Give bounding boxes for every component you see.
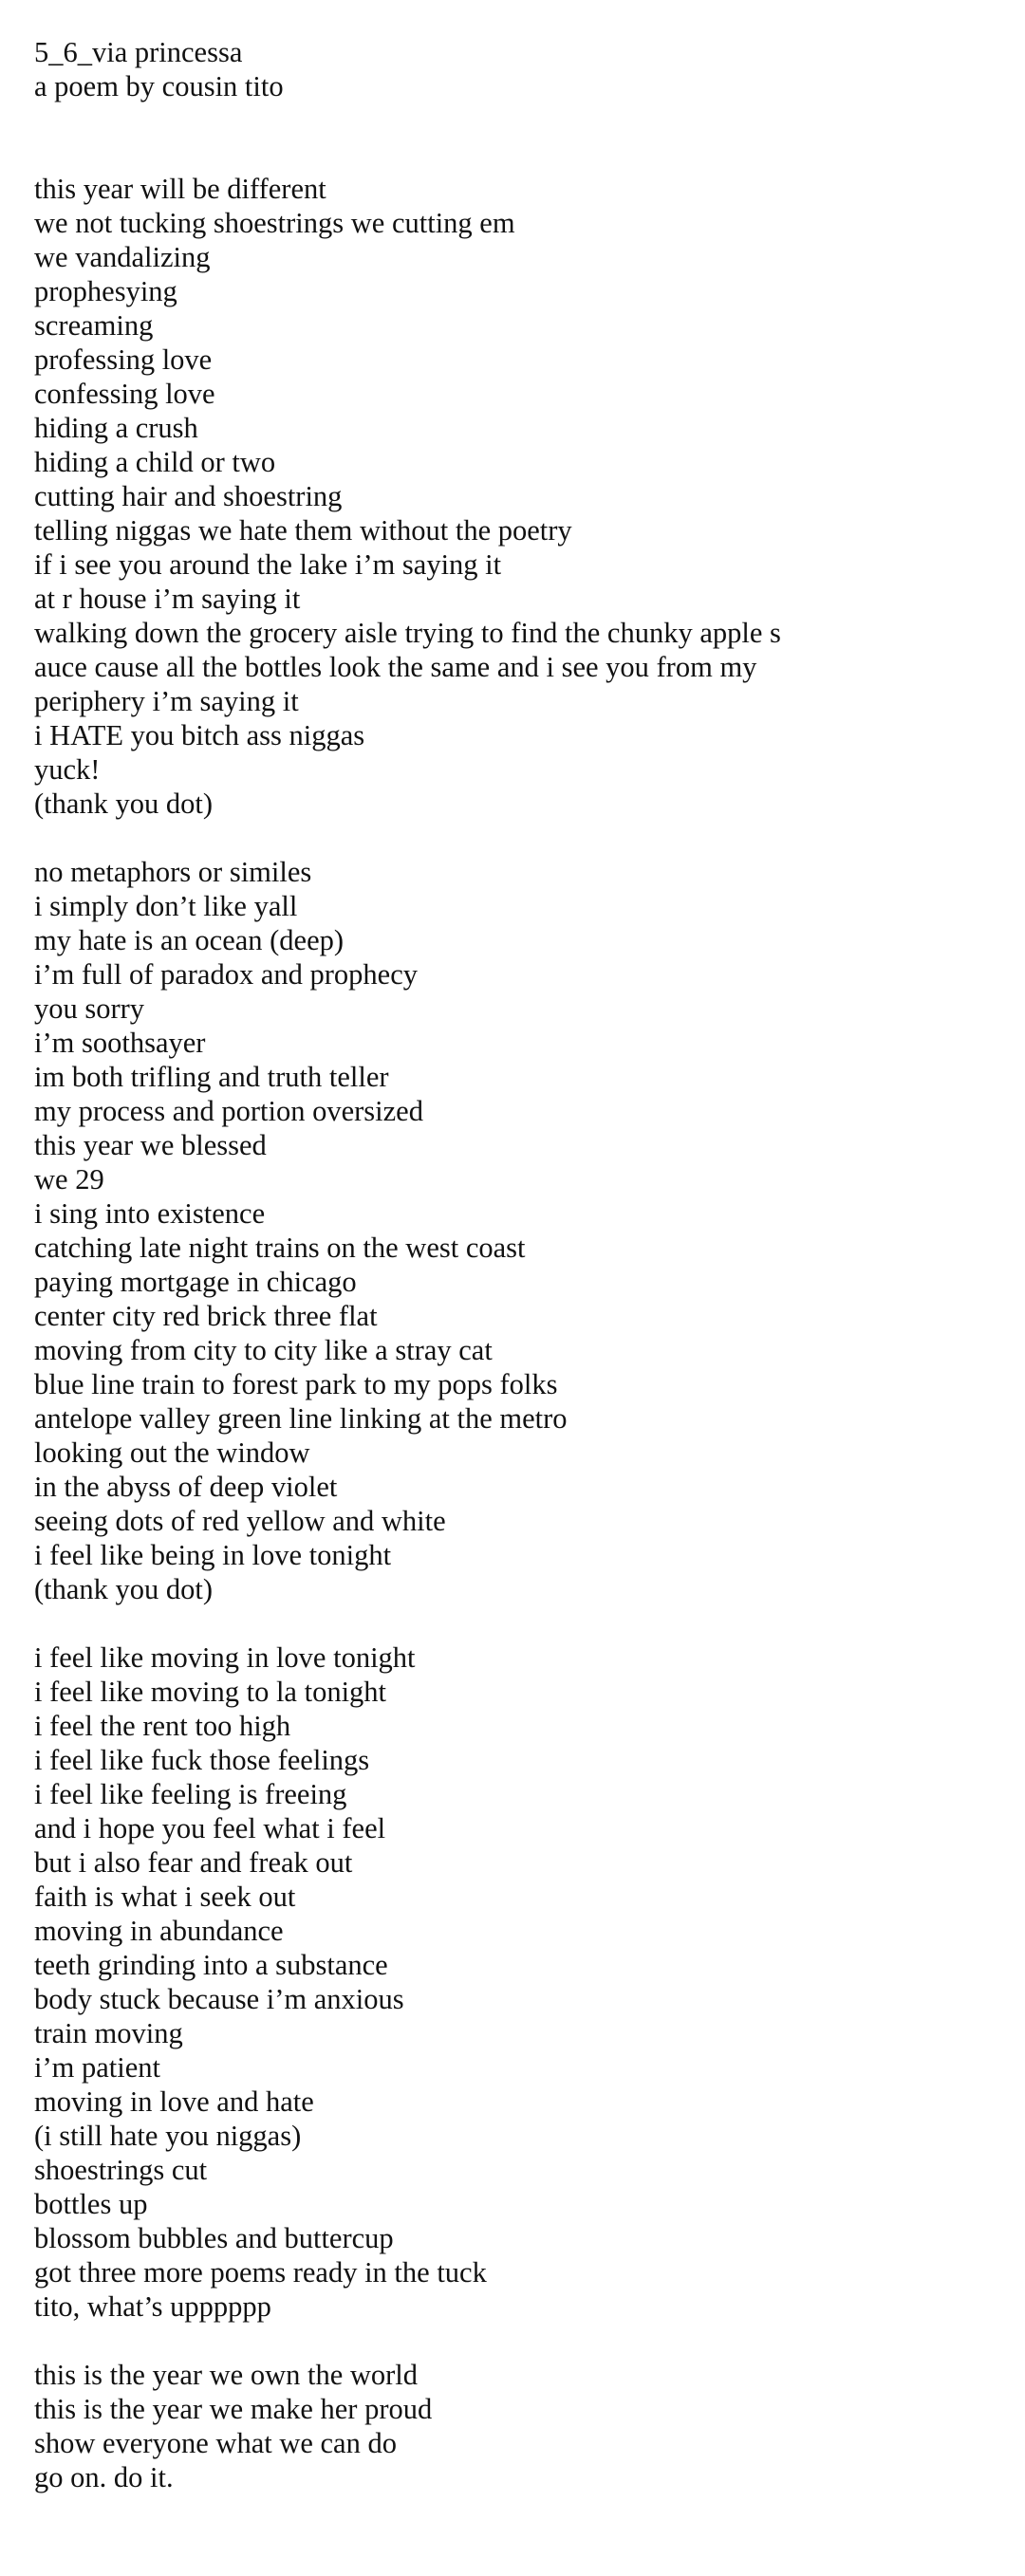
stanza-4 [34, 2358, 993, 2494]
poem-line: auce cause all the bottles look the same and i see you from my [34, 651, 757, 683]
poem-line: tito, what’s upppppp [34, 2290, 271, 2323]
poem-line: go on. do it. [34, 2461, 174, 2493]
poem-line: body stuck because i’m anxious [34, 1983, 404, 2015]
poem-line: i’m patient [34, 2051, 160, 2084]
poem-line: paying mortgage in chicago [34, 1266, 357, 1298]
poem-line: moving from city to city like a stray cat [34, 1334, 493, 1366]
poem-line: faith is what i seek out [34, 1881, 296, 1913]
poem-line: teeth grinding into a substance [34, 1949, 388, 1981]
poem-line: i simply don’t like yall [34, 890, 298, 922]
poem-line: at r house i’m saying it [34, 583, 301, 615]
stanza-break [34, 1606, 993, 1640]
poem-line: antelope valley green line linking at the metro [34, 1402, 568, 1435]
poem-line: my process and portion oversized [34, 1095, 423, 1127]
poem-line: no metaphors or similes [34, 856, 312, 888]
poem-line: center city red brick three flat [34, 1300, 378, 1332]
poem-line: catching late night trains on the west coast [34, 1232, 526, 1264]
poem-line: in the abyss of deep violet [34, 1471, 338, 1503]
poem-line: hiding a child or two [34, 446, 276, 478]
poem-line: screaming [34, 309, 154, 342]
poem-line: but i also fear and freak out [34, 1846, 353, 1879]
poem-line: you sorry [34, 992, 145, 1025]
poem-line: we not tucking shoestrings we cutting em [34, 207, 515, 239]
poem-line: this is the year we own the world [34, 2359, 419, 2391]
poem-line: i feel like moving in love tonight [34, 1641, 416, 1674]
poem-line: and i hope you feel what i feel [34, 1812, 386, 1844]
poem-line: i’m full of paradox and prophecy [34, 958, 418, 991]
stanza-break [34, 821, 993, 855]
poem-line: i feel the rent too high [34, 1710, 291, 1742]
poem-title: 5_6_via princessa [34, 36, 243, 68]
poem-header [34, 35, 993, 103]
poem-line: im both trifling and truth teller [34, 1061, 389, 1093]
poem-line: moving in abundance [34, 1915, 284, 1947]
poem-line: blue line train to forest park to my pops folks [34, 1368, 558, 1400]
poem-line: if i see you around the lake i’m saying it [34, 548, 502, 581]
poem-body [34, 172, 993, 2494]
poem-line: bottles up [34, 2188, 148, 2220]
poem-line: we vandalizing [34, 241, 211, 273]
poem-line: got three more poems ready in the tuck [34, 2256, 487, 2289]
poem-line: i feel like fuck those feelings [34, 1744, 370, 1776]
poem-line: train moving [34, 2017, 183, 2049]
poem-line: blossom bubbles and buttercup [34, 2222, 394, 2254]
poem-line: (i still hate you niggas) [34, 2120, 302, 2152]
poem-byline: a poem by cousin tito [34, 70, 284, 102]
poem-line: this year will be different [34, 173, 326, 205]
poem-line: periphery i’m saying it [34, 685, 299, 717]
poem-line: confessing love [34, 378, 215, 410]
poem-line: professing love [34, 343, 213, 376]
stanza-2 [34, 855, 993, 1606]
poem-line: telling niggas we hate them without the poetry [34, 514, 572, 547]
poem-line: this is the year we make her proud [34, 2393, 433, 2425]
poem-line: i HATE you bitch ass niggas [34, 719, 365, 751]
poem-line: hiding a crush [34, 412, 198, 444]
poem-line: i sing into existence [34, 1197, 266, 1230]
poem-line: yuck! [34, 753, 101, 786]
stanza-3 [34, 1640, 993, 2324]
poem-line: i feel like being in love tonight [34, 1539, 392, 1571]
poem-line: this year we blessed [34, 1129, 267, 1161]
poem-line: looking out the window [34, 1436, 310, 1469]
poem-line: i feel like moving to la tonight [34, 1676, 387, 1708]
poem-line: cutting hair and shoestring [34, 480, 343, 512]
poem-line: (thank you dot) [34, 788, 214, 820]
poem-line: i’m soothsayer [34, 1027, 206, 1059]
poem-line: seeing dots of red yellow and white [34, 1505, 446, 1537]
poem-line: my hate is an ocean (deep) [34, 924, 345, 956]
poem-page [34, 35, 993, 2494]
poem-line: we 29 [34, 1163, 104, 1195]
poem-line: moving in love and hate [34, 2085, 314, 2118]
poem-line: show everyone what we can do [34, 2427, 397, 2459]
stanza-break [34, 2324, 993, 2358]
poem-line: i feel like feeling is freeing [34, 1778, 347, 1810]
stanza-1 [34, 172, 993, 821]
poem-line: (thank you dot) [34, 1573, 214, 1605]
poem-line: prophesying [34, 275, 177, 307]
poem-line: walking down the grocery aisle trying to find the chunky apple s [34, 617, 781, 649]
poem-line: shoestrings cut [34, 2154, 208, 2186]
